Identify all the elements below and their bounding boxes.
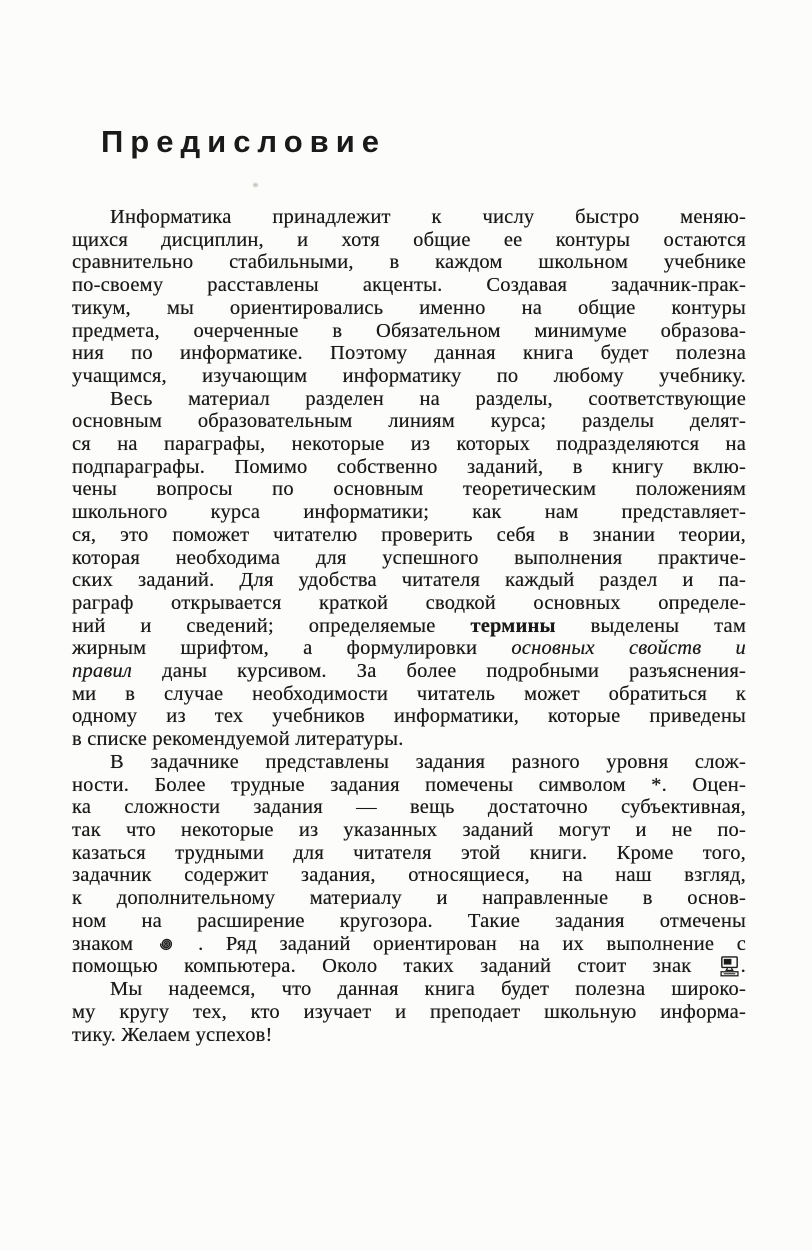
text-line: [72, 819, 746, 842]
text-line: [72, 478, 746, 501]
spiral-icon: [156, 933, 176, 956]
text-segment: основным образовательным линиям курса; разделы делят-: [72, 410, 746, 433]
text-line: [72, 910, 746, 933]
text-line: [72, 637, 746, 660]
text-segment: сравнительно стабильными, в каждом школьном учебнике: [72, 251, 746, 274]
text-line: [72, 683, 746, 706]
text-line: [72, 842, 746, 865]
text-segment: Информатика принадлежит к числу быстро меняю-: [110, 206, 746, 228]
text-line: [72, 251, 746, 274]
text-segment: ности. Более трудные задания помечены символом *. Оцен-: [72, 773, 746, 796]
text-segment: даны курсивом. За более подробными разъяснения-: [132, 660, 746, 683]
text-segment: чены вопросы по основным теоретическим положениям: [72, 478, 746, 501]
text-segment: Мы надеемся, что данная книга будет полезна широко-: [110, 978, 746, 1001]
text-line: [72, 955, 746, 978]
text-segment: тику. Желаем успехов!: [72, 1023, 273, 1046]
text-line: [72, 410, 746, 433]
text-segment: тикум, мы ориентировались именно на общие контуры: [72, 296, 746, 319]
text-line: [72, 297, 746, 320]
text-line: [72, 433, 746, 456]
text-segment: Весь материал разделен на разделы, соответствующие: [110, 387, 746, 410]
text-segment: по-своему расставлены акценты. Создавая задачник-прак-: [72, 274, 746, 297]
text-segment: выделены там: [555, 614, 746, 637]
text-segment: ном на расширение кругозора. Такие задания отмечены: [72, 909, 746, 932]
text-segment: подпараграфы. Помимо собственно заданий, в книгу вклю-: [72, 455, 746, 478]
text-line: [72, 751, 746, 774]
text-segment: одному из тех учебников информатики, которые приведены: [72, 705, 746, 728]
text-segment: задачник содержит задания, относящиеся, на наш взгляд,: [72, 864, 746, 887]
text-segment: му кругу тех, кто изучает и преподает школьную информа-: [72, 1000, 746, 1023]
text-line: [72, 365, 746, 388]
text-segment: . Ряд заданий ориентирован на их выполнение с: [175, 932, 746, 955]
text-segment: раграф открывается краткой сводкой основных определе-: [72, 591, 746, 614]
text-segment: щихся дисциплин, и хотя общие ее контуры остаются: [72, 228, 746, 251]
text-line: [72, 774, 746, 797]
text-line: [72, 933, 746, 956]
text-line: [72, 887, 746, 910]
text-segment: знаком: [72, 932, 156, 955]
text-line: [72, 615, 746, 638]
italic-phrase: основных свойств и: [511, 637, 746, 660]
text-segment: так что некоторые из указанных заданий могут и не по-: [72, 818, 746, 841]
text-line: [72, 864, 746, 887]
text-segment: В задачнике представлены задания разного уровня слож-: [110, 750, 746, 773]
text-segment: к дополнительному материалу и направленные в основ-: [72, 887, 746, 910]
text-line: [72, 705, 746, 728]
text-segment: жирным шрифтом, а формулировки: [72, 637, 512, 660]
text-line: [72, 342, 746, 365]
text-segment: ний и сведений; определяемые: [72, 614, 471, 637]
text-segment: школьного курса информатики; как нам представляет-: [72, 501, 746, 524]
text-line: [72, 1024, 746, 1047]
text-segment: ния по информатике. Поэтому данная книга будет полезна: [72, 342, 746, 365]
text-line: [72, 524, 746, 547]
text-line: [72, 569, 746, 592]
text-line: [72, 229, 746, 252]
text-segment: ских заданий. Для удобства читателя каждый раздел и па-: [72, 569, 746, 592]
text-line: [72, 592, 746, 615]
text-segment: казаться трудными для читателя этой книги. Кроме того,: [72, 841, 746, 864]
text-line: [72, 320, 746, 343]
text-segment: ми в случае необходимости читатель может обратиться к: [72, 682, 746, 705]
text-segment: помощью компьютера. Около таких заданий стоит знак: [72, 955, 718, 978]
text-line: [72, 728, 746, 751]
italic-phrase: правил: [72, 660, 133, 683]
text-segment: предмета, очерченные в Обязательном минимуме образова-: [72, 319, 746, 342]
computer-icon: [718, 955, 741, 978]
text-segment: ся, это поможет читателю проверить себя в знании теории,: [72, 523, 746, 546]
text-segment: .: [740, 955, 746, 978]
text-segment: учащимся, изучающим информатику по любому учебнику.: [72, 364, 746, 387]
text-line: [72, 456, 746, 479]
text-segment: которая необходима для успешного выполнения практиче-: [72, 546, 746, 569]
scan-speck: [253, 183, 258, 187]
bold-term: термины: [470, 614, 556, 637]
text-line: [72, 796, 746, 819]
page-title: Предисловие: [101, 124, 387, 159]
text-line: [72, 206, 746, 229]
text-line: [72, 388, 746, 411]
preface-body: [72, 206, 746, 1046]
text-segment: ся на параграфы, некоторые из которых подразделяются на: [72, 433, 746, 456]
text-line: [72, 660, 746, 683]
text-line: [72, 547, 746, 570]
text-line: [72, 1001, 746, 1024]
text-segment: ка сложности задания — вещь достаточно субъективная,: [72, 796, 746, 819]
text-segment: в списке рекомендуемой литературы.: [72, 728, 404, 751]
text-line: [72, 501, 746, 524]
text-line: [72, 274, 746, 297]
text-line: [72, 978, 746, 1001]
